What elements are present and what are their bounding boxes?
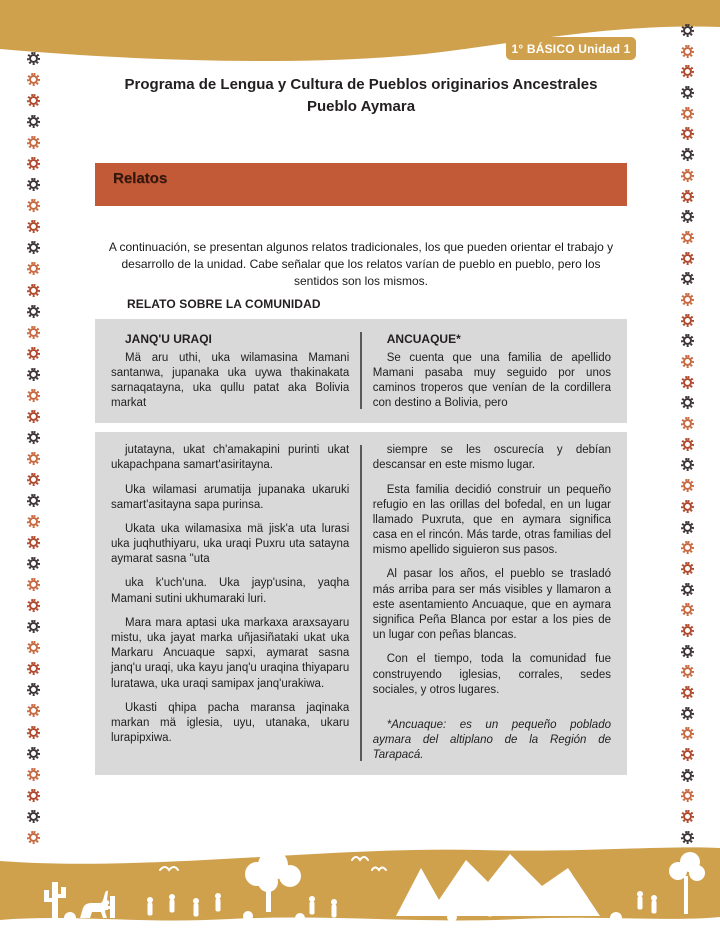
rosette-icon xyxy=(681,624,694,637)
rosette-icon xyxy=(27,620,40,633)
rosette-icon xyxy=(681,479,694,492)
story-paragraph: Esta familia decidió construir un pequeño refugio en las orillas del bofedal, en un lugar llamado Puxruta, que en aymara significa casa en el rincón. Más tarde, otras familias del mismo apellido siguieron sus pasos. xyxy=(372,483,611,557)
rosette-icon xyxy=(681,769,694,782)
rosette-icon xyxy=(27,241,40,254)
rosette-icon xyxy=(27,431,40,444)
rosette-icon xyxy=(27,452,40,465)
border-left xyxy=(25,52,41,844)
story-subheading: RELATO SOBRE LA COMUNIDAD xyxy=(127,296,321,311)
rosette-icon xyxy=(27,789,40,802)
story-paragraph: Al pasar los años, el pueblo se trasladó más arriba para ser más visibles y llamaron a este asentamiento Ancuaque, que en aymara significa Peña Blanca por estar a los pies de un lugar con peñas blancas. xyxy=(372,568,611,642)
rosette-icon xyxy=(681,45,694,58)
rosette-icon xyxy=(27,73,40,86)
rosette-icon xyxy=(27,494,40,507)
rosette-icon xyxy=(681,458,694,471)
rosette-icon xyxy=(681,169,694,182)
content-area xyxy=(95,74,627,775)
rosette-icon xyxy=(681,190,694,203)
page-title xyxy=(95,74,627,118)
rosette-icon xyxy=(681,231,694,244)
section-title: Relatos xyxy=(113,169,168,187)
story-paragraph: Ukasti qhipa pacha maransa jaqinaka markan mä iglesia, uyu, utanaka, ukaru lurapipxiwa. xyxy=(111,701,350,745)
rosette-icon xyxy=(681,210,694,223)
rosette-icon xyxy=(681,86,694,99)
rosette-icon xyxy=(27,515,40,528)
relatos-header-bar xyxy=(95,163,627,206)
story-paragraph: Ukata uka wilamasixa mä jisk'a uta lurasi uka juqhuthiyaru, uka uraqi Puxru uta satayna aymarat sasna "uta xyxy=(111,522,350,566)
rosette-icon xyxy=(681,355,694,368)
rosette-icon xyxy=(681,396,694,409)
rosette-icon xyxy=(681,107,694,120)
title-line-1: Programa de Lengua y Cultura de Pueblos originarios Ancestrales xyxy=(124,76,598,93)
rosette-icon xyxy=(27,262,40,275)
rosette-icon xyxy=(27,662,40,675)
rosette-icon xyxy=(681,748,694,761)
rosette-icon xyxy=(681,376,694,389)
rosette-icon xyxy=(27,704,40,717)
rosette-icon xyxy=(27,599,40,612)
rosette-icon xyxy=(681,789,694,802)
rosette-icon xyxy=(681,314,694,327)
rosette-icon xyxy=(681,645,694,658)
rosette-icon xyxy=(27,557,40,570)
rosette-icon xyxy=(681,500,694,513)
rosette-icon xyxy=(27,389,40,402)
rosette-icon xyxy=(27,368,40,381)
rosette-icon xyxy=(681,541,694,554)
rosette-icon xyxy=(681,438,694,451)
rosette-icon xyxy=(681,727,694,740)
rosette-icon xyxy=(681,583,694,596)
rosette-icon xyxy=(27,305,40,318)
column-ancuaque-cont xyxy=(373,443,611,763)
rosette-icon xyxy=(681,272,694,285)
rosette-icon xyxy=(27,683,40,696)
rosette-icon xyxy=(27,284,40,297)
rosette-icon xyxy=(27,641,40,654)
rosette-icon xyxy=(27,199,40,212)
rosette-icon xyxy=(681,148,694,161)
rosette-icon xyxy=(27,473,40,486)
border-right xyxy=(679,24,695,844)
rosette-icon xyxy=(681,417,694,430)
rosette-icon xyxy=(27,220,40,233)
rosette-icon xyxy=(681,521,694,534)
rosette-icon xyxy=(27,410,40,423)
rosette-icon xyxy=(27,157,40,170)
rosette-icon xyxy=(681,252,694,265)
column-title-spanish: ANCUAQUE* xyxy=(386,331,461,346)
story-paragraph: Mara mara aptasi uka markaxa araxsayaru mistu, uka jayat marka uñjasiñataki ukat uka Markaru Ancuaque sapxi, aymarat sasna janq'u uraqi, uka kayu janq'u uraqina thiyaparu luratawa, uka uraqi samipax janq'urakiwa. xyxy=(111,616,350,690)
rosette-icon xyxy=(27,831,40,844)
rosette-icon xyxy=(27,94,40,107)
rosette-icon xyxy=(27,726,40,739)
rosette-icon xyxy=(27,136,40,149)
title-line-2: Pueblo Aymara xyxy=(306,97,416,115)
rosette-icon xyxy=(27,768,40,781)
story-paragraph: jutatayna, ukat ch'amakapini purinti ukat ukapachpana samart'asiritayna. xyxy=(111,444,350,472)
rosette-icon xyxy=(681,127,694,140)
rosette-icon xyxy=(27,578,40,591)
rosette-icon xyxy=(681,665,694,678)
story-paragraph: Con el tiempo, toda la comunidad fue construyendo iglesias, corrales, sedes sociales, y otros lugares. xyxy=(372,653,611,696)
story-paragraph: uka k'uch'una. Uka jayp'usina, yaqha Mamani sutini ukhumaraki luri. xyxy=(111,577,350,605)
column-divider xyxy=(360,445,362,761)
rosette-icon xyxy=(681,293,694,306)
column-ancuaque xyxy=(373,330,611,412)
column-janqu-uraqi xyxy=(111,330,349,412)
column-title-aymara: JANQ'U URAQI xyxy=(125,331,212,346)
rosette-icon xyxy=(27,326,40,339)
rosette-icon xyxy=(681,603,694,616)
story-paragraph: siempre se les oscurecía y debían descansar en este mismo lugar. xyxy=(372,444,611,472)
story-box-main xyxy=(95,432,627,775)
story-paragraph: Se cuenta que una familia de apellido Mamani pasaba muy seguido por unos caminos troperos que venían de la cordillera con destino a Bolivia, pero xyxy=(372,351,611,410)
unit-badge xyxy=(506,37,636,60)
rosette-icon xyxy=(681,810,694,823)
rosette-icon xyxy=(681,707,694,720)
rosette-icon xyxy=(27,178,40,191)
story-paragraph: Mä aru uthi, uka wilamasina Mamani santanwa, jupanaka uka uywa thakinakata sarnaqatayna, uka qullu patat aka Bolivia markat xyxy=(111,351,350,410)
column-janqu-uraqi-cont xyxy=(111,443,349,763)
rosette-icon xyxy=(27,747,40,760)
footer-illustration xyxy=(0,844,720,932)
footnote: *Ancuaque: es un pequeño poblado aymara del altiplano de la Región de Tarapacá. xyxy=(372,718,611,762)
rosette-icon xyxy=(27,347,40,360)
unit-badge-label: 1° BÁSICO Unidad 1 xyxy=(511,41,631,56)
column-divider xyxy=(360,332,362,410)
rosette-icon xyxy=(27,52,40,65)
rosette-icon xyxy=(681,831,694,844)
intro-paragraph: A continuación, se presentan algunos relatos tradicionales, los que pueden orientar el trabajo y desarrollo de la unidad. Cabe señalar que los relatos varían de pueblo en pueblo, pero los sentidos son los mismos. xyxy=(108,239,614,288)
rosette-icon xyxy=(681,24,694,37)
rosette-icon xyxy=(681,65,694,78)
rosette-icon xyxy=(681,562,694,575)
rosette-icon xyxy=(27,536,40,549)
rosette-icon xyxy=(27,810,40,823)
rosette-icon xyxy=(27,115,40,128)
story-paragraph: Uka wilamasi arumatija jupanaka ukaruki samart'asitayna sapa purinsa. xyxy=(111,483,350,511)
story-box-top xyxy=(95,319,627,424)
rosette-icon xyxy=(681,334,694,347)
rosette-icon xyxy=(681,686,694,699)
